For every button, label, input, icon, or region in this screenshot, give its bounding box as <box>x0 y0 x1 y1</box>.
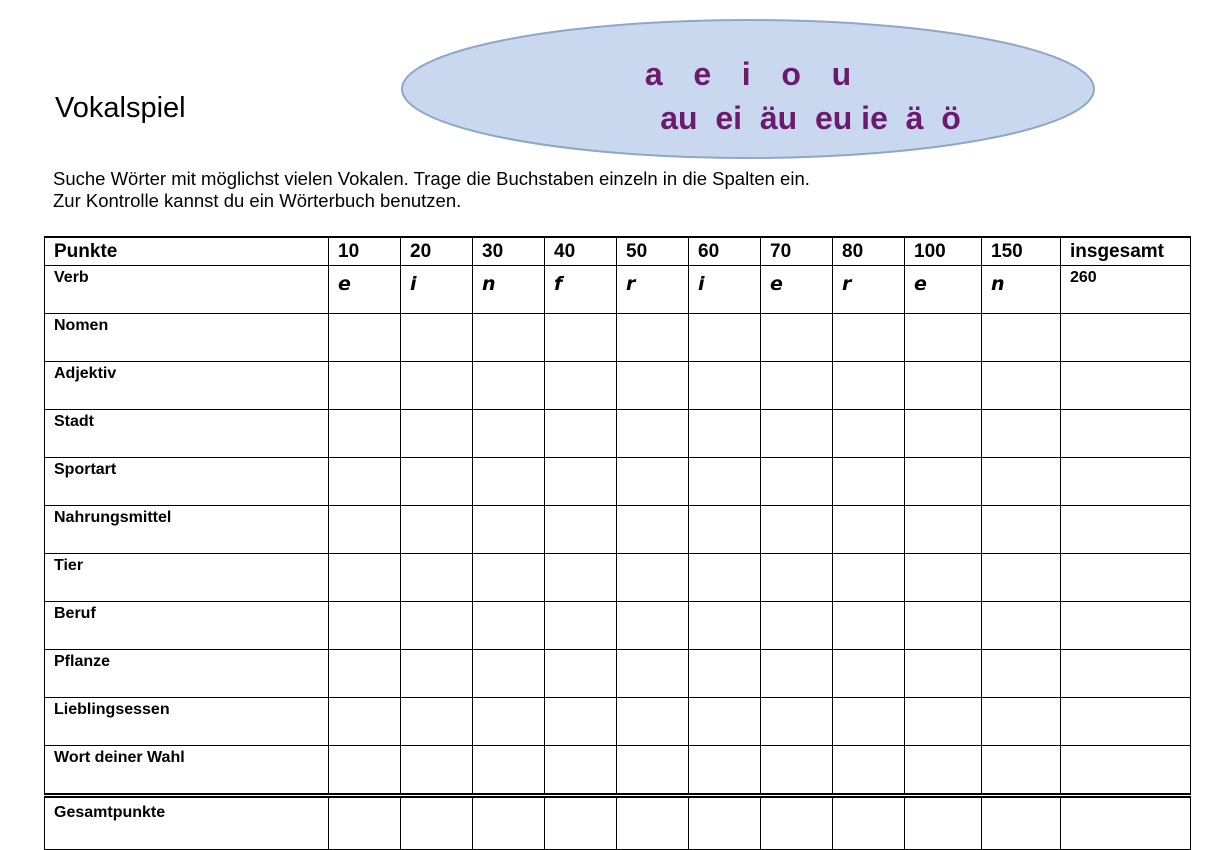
letter-input-cell[interactable] <box>905 650 982 698</box>
total-input-cell[interactable] <box>982 796 1061 850</box>
handwritten-letter: e <box>338 273 351 295</box>
points-30: 30 <box>473 237 545 266</box>
letter-input-cell[interactable] <box>401 554 473 602</box>
letter-input-cell[interactable] <box>982 602 1061 650</box>
table-row <box>45 602 1191 650</box>
letter-input-cell[interactable] <box>617 650 689 698</box>
letter-input-cell[interactable] <box>473 458 545 506</box>
letter-input-cell[interactable] <box>545 458 617 506</box>
letter-input-cell[interactable] <box>401 650 473 698</box>
letter-input-cell[interactable] <box>401 458 473 506</box>
letter-input-cell[interactable] <box>689 746 761 796</box>
total-label: Gesamtpunkte <box>45 796 329 850</box>
letter-input-cell[interactable] <box>473 410 545 458</box>
letter-input-cell[interactable] <box>833 458 905 506</box>
letter-cell <box>982 266 1061 314</box>
letter-cell <box>617 266 689 314</box>
letter-input-cell[interactable] <box>473 650 545 698</box>
letter-input-cell[interactable] <box>689 650 761 698</box>
letter-cell <box>401 266 473 314</box>
letter-input-cell[interactable] <box>982 506 1061 554</box>
letter-cell <box>329 266 401 314</box>
letter-cell <box>689 266 761 314</box>
table-row <box>45 266 1191 314</box>
letter-input-cell[interactable] <box>401 410 473 458</box>
table-row <box>45 698 1191 746</box>
letter-input-cell[interactable] <box>473 362 545 410</box>
instructions <box>53 168 810 212</box>
letter-input-cell[interactable] <box>982 698 1061 746</box>
total-input-cell[interactable] <box>689 796 761 850</box>
total-input-cell[interactable] <box>545 796 617 850</box>
handwritten-letter: r <box>626 273 636 295</box>
letter-input-cell[interactable] <box>545 746 617 796</box>
letter-input-cell[interactable] <box>329 362 401 410</box>
letter-input-cell[interactable] <box>401 362 473 410</box>
letter-input-cell[interactable] <box>982 314 1061 362</box>
row-label: Stadt <box>45 410 329 458</box>
row-total-cell[interactable] <box>1061 362 1191 410</box>
letter-input-cell[interactable] <box>401 506 473 554</box>
header-label: Punkte <box>45 237 329 266</box>
instruction-line-2: Zur Kontrolle kannst du ein Wörterbuch benutzen. <box>53 190 462 211</box>
table-row <box>45 314 1191 362</box>
letter-input-cell[interactable] <box>833 698 905 746</box>
letter-input-cell[interactable] <box>473 698 545 746</box>
points-100: 100 <box>905 237 982 266</box>
letter-input-cell[interactable] <box>761 410 833 458</box>
letter-input-cell[interactable] <box>545 650 617 698</box>
points-10: 10 <box>329 237 401 266</box>
points-40: 40 <box>545 237 617 266</box>
letter-input-cell[interactable] <box>761 698 833 746</box>
table-row <box>45 458 1191 506</box>
letter-input-cell[interactable] <box>689 698 761 746</box>
points-20: 20 <box>401 237 473 266</box>
total-input-cell[interactable] <box>473 796 545 850</box>
letter-input-cell[interactable] <box>617 458 689 506</box>
letter-input-cell[interactable] <box>982 362 1061 410</box>
table-row <box>45 650 1191 698</box>
letter-input-cell[interactable] <box>329 506 401 554</box>
row-total-cell[interactable] <box>1061 410 1191 458</box>
row-total-cell[interactable] <box>1061 314 1191 362</box>
letter-input-cell[interactable] <box>545 362 617 410</box>
letter-input-cell[interactable] <box>982 554 1061 602</box>
letter-cell <box>905 266 982 314</box>
letter-input-cell[interactable] <box>473 554 545 602</box>
total-input-cell[interactable] <box>617 796 689 850</box>
letter-input-cell[interactable] <box>833 314 905 362</box>
row-label-verb: Verb <box>45 266 329 314</box>
row-label: Sportart <box>45 458 329 506</box>
row-label: Wort deiner Wahl <box>45 746 329 796</box>
letter-input-cell[interactable] <box>473 602 545 650</box>
letter-input-cell[interactable] <box>617 746 689 796</box>
total-input-cell[interactable] <box>761 796 833 850</box>
vowel-oval <box>400 18 1097 160</box>
points-150: 150 <box>982 237 1061 266</box>
letter-input-cell[interactable] <box>761 362 833 410</box>
table-row <box>45 746 1191 796</box>
row-label: Adjektiv <box>45 362 329 410</box>
letter-input-cell[interactable] <box>833 554 905 602</box>
total-input-cell[interactable] <box>833 796 905 850</box>
handwritten-letter: r <box>842 273 852 295</box>
table-row <box>45 554 1191 602</box>
letter-input-cell[interactable] <box>833 602 905 650</box>
letter-input-cell[interactable] <box>905 506 982 554</box>
letter-input-cell[interactable] <box>545 554 617 602</box>
total-input-cell[interactable] <box>1061 796 1191 850</box>
letter-input-cell[interactable] <box>545 314 617 362</box>
letter-input-cell[interactable] <box>329 746 401 796</box>
letter-input-cell[interactable] <box>329 314 401 362</box>
letter-cell <box>545 266 617 314</box>
row-total-cell[interactable] <box>1061 698 1191 746</box>
letter-input-cell[interactable] <box>401 314 473 362</box>
letter-input-cell[interactable] <box>689 554 761 602</box>
row-total-cell[interactable] <box>1061 506 1191 554</box>
letter-input-cell[interactable] <box>401 698 473 746</box>
table-row <box>45 410 1191 458</box>
letter-input-cell[interactable] <box>689 458 761 506</box>
letter-input-cell[interactable] <box>761 650 833 698</box>
letter-input-cell[interactable] <box>761 506 833 554</box>
row-label: Lieblingsessen <box>45 698 329 746</box>
total-input-cell[interactable] <box>329 796 401 850</box>
page-title: Vokalspiel <box>55 92 186 124</box>
letter-input-cell[interactable] <box>545 410 617 458</box>
instruction-line-1: Suche Wörter mit möglichst vielen Vokalen. Trage die Buchstaben einzeln in die Spalten ein. <box>53 168 810 189</box>
total-input-cell[interactable] <box>401 796 473 850</box>
letter-input-cell[interactable] <box>905 458 982 506</box>
letter-cell <box>833 266 905 314</box>
row-label: Beruf <box>45 602 329 650</box>
handwritten-letter: i <box>410 273 417 295</box>
letter-input-cell[interactable] <box>982 410 1061 458</box>
letter-input-cell[interactable] <box>833 410 905 458</box>
table-row <box>45 362 1191 410</box>
letter-input-cell[interactable] <box>617 554 689 602</box>
letter-input-cell[interactable] <box>689 410 761 458</box>
vowel-score-table <box>44 236 1191 850</box>
letter-input-cell[interactable] <box>982 650 1061 698</box>
total-input-cell[interactable] <box>905 796 982 850</box>
letter-input-cell[interactable] <box>833 650 905 698</box>
letter-input-cell[interactable] <box>761 602 833 650</box>
total-row <box>45 796 1191 850</box>
letter-input-cell[interactable] <box>982 458 1061 506</box>
letter-input-cell[interactable] <box>329 458 401 506</box>
letter-input-cell[interactable] <box>905 362 982 410</box>
vowels-row-1: a e i o u <box>644 56 853 92</box>
letter-input-cell[interactable] <box>761 314 833 362</box>
letter-input-cell[interactable] <box>401 746 473 796</box>
letter-cell <box>473 266 545 314</box>
header-total: insgesamt <box>1061 237 1191 266</box>
letter-input-cell[interactable] <box>689 362 761 410</box>
letter-input-cell[interactable] <box>473 746 545 796</box>
letter-input-cell[interactable] <box>761 746 833 796</box>
letter-input-cell[interactable] <box>545 602 617 650</box>
handwritten-letter: e <box>914 273 927 295</box>
letter-input-cell[interactable] <box>905 314 982 362</box>
letter-input-cell[interactable] <box>833 746 905 796</box>
letter-input-cell[interactable] <box>545 698 617 746</box>
letter-input-cell[interactable] <box>329 554 401 602</box>
letter-input-cell[interactable] <box>905 746 982 796</box>
letter-input-cell[interactable] <box>617 602 689 650</box>
row-total-cell[interactable] <box>1061 554 1191 602</box>
letter-input-cell[interactable] <box>329 650 401 698</box>
letter-input-cell[interactable] <box>401 602 473 650</box>
letter-input-cell[interactable] <box>905 554 982 602</box>
letter-input-cell[interactable] <box>982 746 1061 796</box>
letter-input-cell[interactable] <box>689 602 761 650</box>
letter-input-cell[interactable] <box>329 698 401 746</box>
letter-input-cell[interactable] <box>617 314 689 362</box>
row-total-cell[interactable] <box>1061 650 1191 698</box>
letter-cell <box>761 266 833 314</box>
letter-input-cell[interactable] <box>617 410 689 458</box>
handwritten-letter: f <box>554 273 563 295</box>
letter-input-cell[interactable] <box>617 362 689 410</box>
points-50: 50 <box>617 237 689 266</box>
row-total-cell[interactable] <box>1061 746 1191 796</box>
letter-input-cell[interactable] <box>905 410 982 458</box>
letter-input-cell[interactable] <box>617 506 689 554</box>
letter-input-cell[interactable] <box>833 362 905 410</box>
row-label: Pflanze <box>45 650 329 698</box>
letter-input-cell[interactable] <box>761 458 833 506</box>
row-label: Tier <box>45 554 329 602</box>
handwritten-letter: i <box>698 273 705 295</box>
letter-input-cell[interactable] <box>473 506 545 554</box>
handwritten-letter: n <box>991 273 1005 295</box>
letter-input-cell[interactable] <box>905 602 982 650</box>
header-row <box>45 237 1191 266</box>
letter-input-cell[interactable] <box>329 410 401 458</box>
points-80: 80 <box>833 237 905 266</box>
letter-input-cell[interactable] <box>473 314 545 362</box>
letter-input-cell[interactable] <box>689 506 761 554</box>
vowels-row-2: au ei äu eu ie ä ö <box>660 100 961 136</box>
letter-input-cell[interactable] <box>689 314 761 362</box>
points-60: 60 <box>689 237 761 266</box>
letter-input-cell[interactable] <box>905 698 982 746</box>
letter-input-cell[interactable] <box>617 698 689 746</box>
handwritten-letter: e <box>770 273 783 295</box>
table-row <box>45 506 1191 554</box>
row-total-cell[interactable] <box>1061 602 1191 650</box>
row-label: Nomen <box>45 314 329 362</box>
points-70: 70 <box>761 237 833 266</box>
row-total-cell[interactable] <box>1061 458 1191 506</box>
letter-input-cell[interactable] <box>761 554 833 602</box>
row-label: Nahrungsmittel <box>45 506 329 554</box>
letter-input-cell[interactable] <box>545 506 617 554</box>
letter-input-cell[interactable] <box>329 602 401 650</box>
letter-input-cell[interactable] <box>833 506 905 554</box>
row-total: 260 <box>1061 266 1191 314</box>
handwritten-letter: n <box>482 273 496 295</box>
